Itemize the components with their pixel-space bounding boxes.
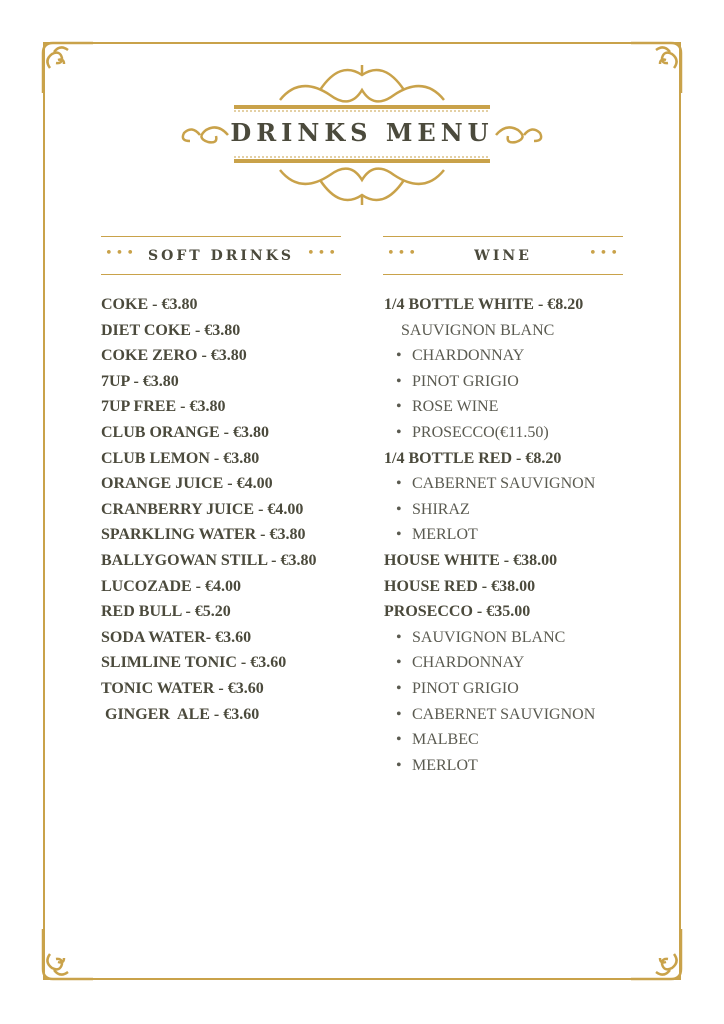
- wine-variety: • PROSECCO(€11.50): [384, 423, 595, 449]
- menu-item: ORANGE JUICE - €4.00: [101, 475, 273, 493]
- wine-variety: • MALBEC: [384, 730, 595, 756]
- soft-drinks-header: [101, 228, 341, 278]
- divider: [383, 236, 623, 237]
- wine-category: HOUSE WHITE - €38.00: [384, 551, 558, 569]
- section-title: SOFT DRINKS: [148, 248, 294, 264]
- menu-item: SLIMLINE TONIC - €3.60: [101, 654, 287, 672]
- wine-category: 1/4 BOTTLE WHITE - €8.20: [384, 296, 584, 313]
- corner-flourish-icon: [38, 924, 98, 984]
- corner-flourish-icon: [626, 924, 686, 984]
- wine-variety: SAUVIGNON BLANC: [401, 321, 555, 339]
- menu-item: COKE - €3.80: [101, 296, 198, 313]
- wine-category: PROSECCO - €35.00: [384, 603, 531, 621]
- dots-icon: •••: [105, 246, 138, 261]
- menu-item: 7UP - €3.80: [101, 372, 179, 390]
- corner-flourish-icon: [38, 38, 98, 98]
- corner-flourish-icon: [626, 38, 686, 98]
- wine-category: 1/4 BOTTLE RED - €8.20: [384, 449, 562, 467]
- dots-icon: •••: [588, 246, 621, 261]
- menu-item: CRANBERRY JUICE - €4.00: [101, 500, 304, 518]
- wine-variety: • CHARDONNAY: [384, 653, 595, 679]
- menu-item: 7UP FREE - €3.80: [101, 398, 226, 416]
- menu-item: BALLYGOWAN STILL - €3.80: [101, 551, 317, 569]
- wine-variety: • PINOT GRIGIO: [384, 372, 595, 398]
- menu-item: GINGER ALE - €3.60: [101, 705, 260, 723]
- menu-item: SPARKLING WATER - €3.80: [101, 526, 306, 544]
- wine-variety: • CABERNET SAUVIGNON: [384, 474, 595, 500]
- wine-category: HOUSE RED - €38.00: [384, 577, 536, 595]
- menu-item: COKE ZERO - €3.80: [101, 347, 247, 365]
- wine-variety: • CABERNET SAUVIGNON: [384, 705, 595, 731]
- menu-item: RED BULL - €5.20: [101, 603, 231, 621]
- wine-header: [383, 228, 623, 278]
- menu-item: LUCOZADE - €4.00: [101, 577, 242, 595]
- menu-item: CLUB ORANGE - €3.80: [101, 423, 270, 441]
- wine-variety: • PINOT GRIGIO: [384, 679, 595, 705]
- section-title: WINE: [474, 248, 532, 264]
- dots-icon: •••: [306, 246, 339, 261]
- dots-icon: •••: [387, 246, 420, 261]
- menu-item: SODA WATER- €3.60: [101, 628, 252, 646]
- wine-variety: • SAUVIGNON BLANC: [384, 628, 595, 654]
- wine-list: [384, 295, 595, 781]
- menu-item: CLUB LEMON - €3.80: [101, 449, 260, 467]
- wine-variety: • SHIRAZ: [384, 500, 595, 526]
- divider: [101, 236, 341, 237]
- menu-item: TONIC WATER - €3.60: [101, 679, 264, 697]
- divider: [383, 274, 623, 275]
- page-title: DRINKS MENU: [230, 118, 494, 147]
- wine-variety: • CHARDONNAY: [384, 346, 595, 372]
- divider: [101, 274, 341, 275]
- soft-drinks-list: [101, 295, 316, 730]
- wine-variety: • MERLOT: [384, 756, 595, 782]
- wine-variety: • MERLOT: [384, 525, 595, 551]
- menu-item: DIET COKE - €3.80: [101, 321, 241, 339]
- wine-variety: • ROSE WINE: [384, 397, 595, 423]
